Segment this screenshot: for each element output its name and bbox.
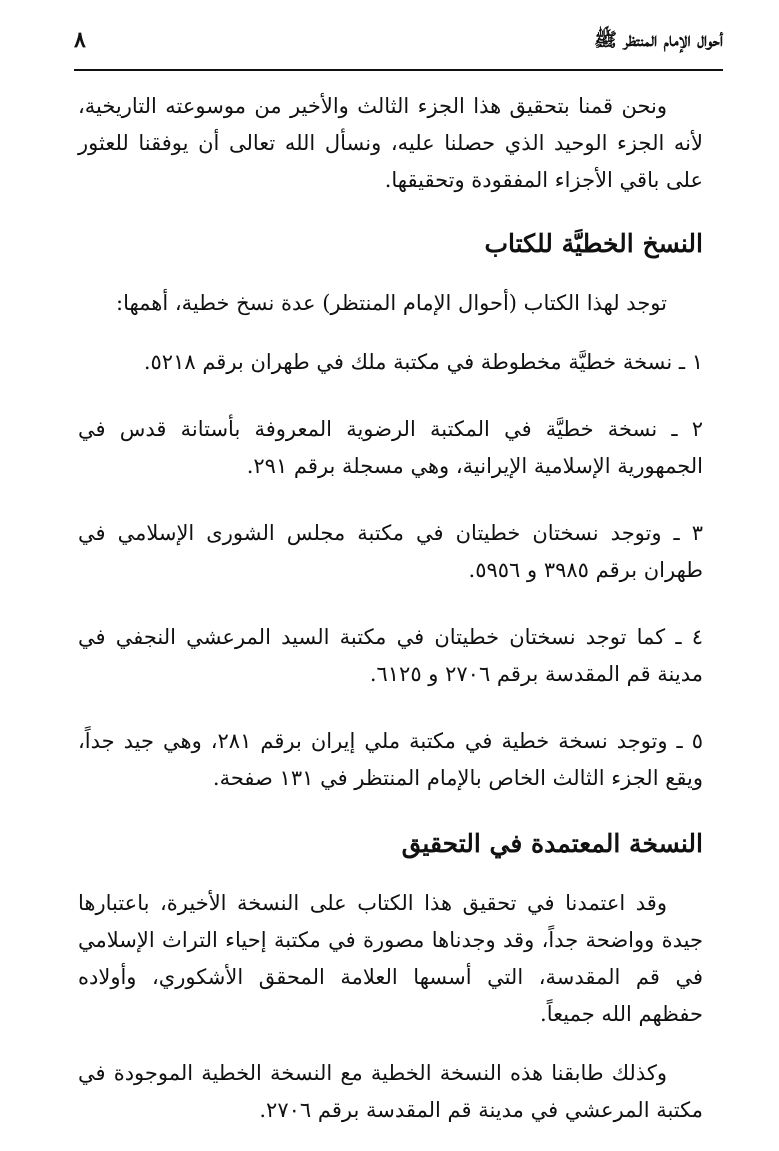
- reference-paragraph-1: وقد اعتمدنا في تحقيق هذا الكتاب على النسخة الأخيرة، باعتبارها جيدة وواضحة جداً، وقد وجدناها مصورة في مكتبة إحياء التراث الإسلامي في قم المقدسة، التي أسسها العلامة المحقق الأشكوري، وأولاده حفظهم الله جميعاً.: [78, 891, 703, 1026]
- page-number: ٨: [74, 27, 86, 53]
- manuscript-list-item-1: ١ ـ نسخة خطيَّة مخطوطة في مكتبة ملك في طهران برقم ٥٢١٨.: [143, 350, 703, 374]
- page-content: [78, 88, 703, 1151]
- manuscript-list-item-5: ٥ ـ وتوجد نسخة خطية في مكتبة ملي إيران برقم ٢٨١، وهي جيد جداً، ويقع الجزء الثالث الخاص بالإمام المنتظر في ١٣١ صفحة.: [78, 729, 704, 790]
- header-rule: [74, 69, 723, 71]
- manuscript-list-item-3: ٣ ـ وتوجد نسختان خطيتان في مكتبة مجلس الشورى الإسلامي في طهران برقم ٣٩٨٥ و ٥٩٥٦.: [78, 521, 703, 582]
- section-heading-reference-copy: النسخة المعتمدة في التحقيق: [401, 829, 703, 858]
- intro-paragraph: ونحن قمنا بتحقيق هذا الجزء الثالث والأخير من موسوعته التاريخية، لأنه الجزء الوحيد الذي حصلنا عليه، ونسأل الله تعالى أن يوفقنا للعثور على باقي الأجزاء المفقودة وتحقيقها.: [78, 94, 703, 192]
- manuscript-list-item-2: ٢ ـ نسخة خطيَّة في المكتبة الرضوية المعروفة بأستانة قدس في الجمهورية الإسلامية الإيرانية، وهي مسجلة برقم ٢٩١.: [78, 417, 703, 478]
- manuscript-list-item-4: ٤ ـ كما توجد نسختان خطيتان في مكتبة السيد المرعشي النجفي في مدينة قم المقدسة برقم ٢٧٠٦ و ٦١٢٥.: [78, 625, 703, 686]
- reference-paragraph-2: وكذلك طابقنا هذه النسخة الخطية مع النسخة الخطية الموجودة في مكتبة المرعشي في مدينة قم المقدسة برقم ٢٧٠٦.: [78, 1061, 703, 1122]
- running-title: أحوال الإمام المنتظر ﷺ: [593, 29, 723, 51]
- page-header: [74, 26, 723, 60]
- manuscripts-intro-paragraph: توجد لهذا الكتاب (أحوال الإمام المنتظر) عدة نسخ خطية، أهمها:: [116, 291, 667, 315]
- section-heading-manuscripts: النسخ الخطيَّة للكتاب: [484, 229, 703, 258]
